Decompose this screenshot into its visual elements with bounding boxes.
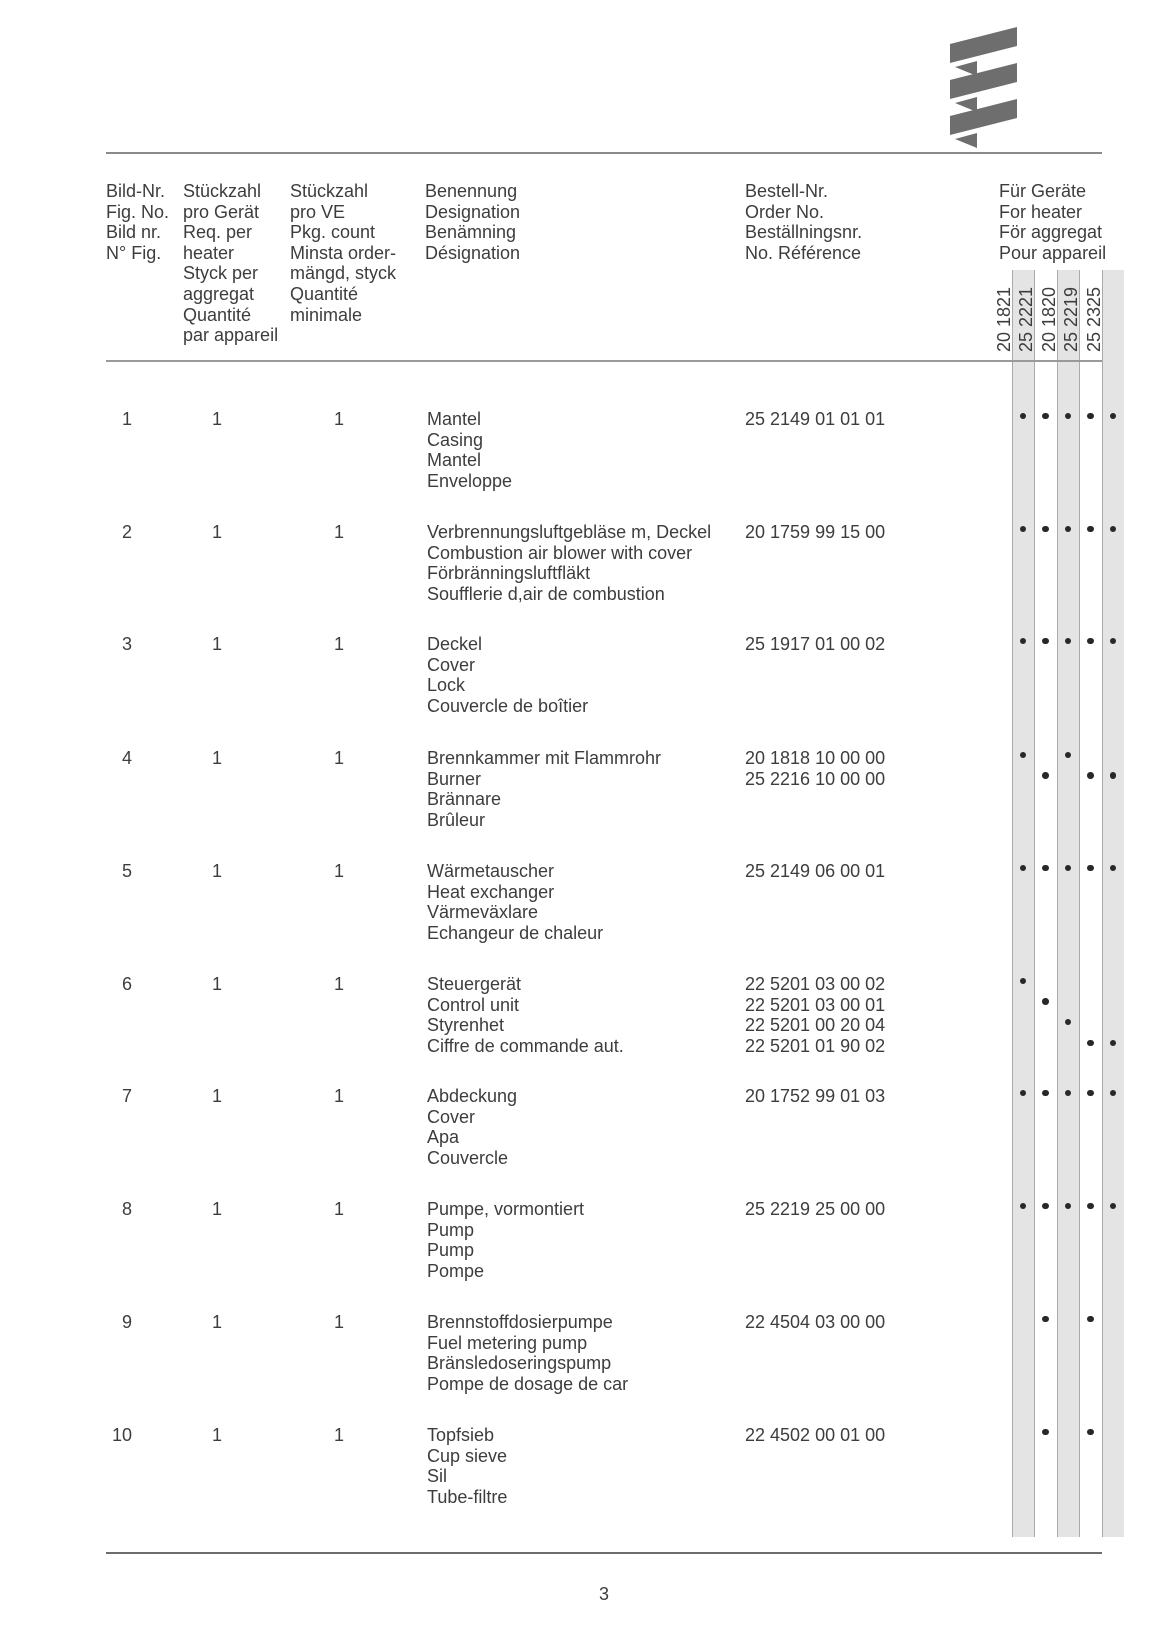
applicability-dot xyxy=(1087,865,1094,872)
designation-line: Brûleur xyxy=(427,809,486,830)
applicability-dot xyxy=(1087,638,1094,645)
applicability-dot xyxy=(1042,998,1049,1005)
designation-line: Apa xyxy=(427,1127,460,1148)
device-code-label: 25 2219 xyxy=(1061,286,1082,352)
order-number: 25 2149 06 00 01 xyxy=(745,861,886,881)
designation-line: Enveloppe xyxy=(427,470,513,491)
qty-per-package: 1 xyxy=(334,634,345,654)
header-line: aggregat xyxy=(183,283,255,304)
designation-lines xyxy=(427,974,624,1056)
designation-line: Abdeckung xyxy=(427,1086,518,1106)
header-line: Stückzahl xyxy=(290,181,369,201)
order-number: 20 1752 99 01 03 xyxy=(745,1086,886,1106)
qty-per-heater: 1 xyxy=(212,1086,223,1106)
designation-line: Couvercle xyxy=(427,1147,509,1168)
qty-per-package: 1 xyxy=(334,409,345,429)
designation-line: Lock xyxy=(427,675,466,696)
qty-per-heater: 1 xyxy=(212,1199,223,1219)
order-number: 22 5201 03 00 01 xyxy=(745,994,886,1015)
applicability-dot xyxy=(1042,638,1049,645)
designation-line: Brennstoffdosierpumpe xyxy=(427,1312,613,1332)
designation-line: Värmeväxlare xyxy=(427,902,539,923)
header-line: Designation xyxy=(425,201,521,222)
designation-line: Förbränningsluftfläkt xyxy=(427,563,591,584)
fig-number: 3 xyxy=(121,634,132,654)
designation-line: Deckel xyxy=(427,634,483,654)
designation-line: Verbrennungsluftgebläse m, Deckel xyxy=(427,522,712,542)
order-number: 22 5201 03 00 02 xyxy=(745,974,886,994)
order-number: 20 1818 10 00 00 xyxy=(745,748,886,768)
header-line: mängd, styck xyxy=(290,263,397,284)
applicability-dot xyxy=(1087,413,1094,420)
header-separator xyxy=(106,360,1102,362)
qty-per-heater: 1 xyxy=(212,748,223,768)
order-number: 22 5201 00 20 04 xyxy=(745,1015,886,1036)
designation-line: Styrenhet xyxy=(427,1015,505,1036)
applicability-dot xyxy=(1087,772,1094,779)
header-line: Fig. No. xyxy=(106,201,170,222)
designation-line: Mantel xyxy=(427,409,482,429)
qty-per-package: 1 xyxy=(334,748,345,768)
designation-line: Bränsledoseringspump xyxy=(427,1353,612,1374)
header-line: No. Référence xyxy=(745,242,862,263)
applicability-dot xyxy=(1042,1090,1049,1097)
order-numbers xyxy=(745,1199,885,1220)
header-line: Benämning xyxy=(425,222,517,243)
bottom-rule xyxy=(106,1552,1102,1554)
fig-number: 5 xyxy=(121,861,132,881)
applicability-dot xyxy=(1110,772,1117,779)
order-numbers xyxy=(745,1425,885,1446)
fig-number: 8 xyxy=(121,1199,132,1219)
designation-line: Couvercle de boîtier xyxy=(427,695,589,716)
fig-number: 6 xyxy=(121,974,132,994)
device-code-label: 25 2325 xyxy=(1083,286,1104,352)
header-line: par appareil xyxy=(183,325,279,346)
designation-line: Cover xyxy=(427,654,476,675)
qty-per-heater: 1 xyxy=(212,974,223,994)
qty-per-heater: 1 xyxy=(212,861,223,881)
header-line: pro Gerät xyxy=(183,201,260,222)
qty-per-heater: 1 xyxy=(212,409,223,429)
qty-per-package: 1 xyxy=(334,974,345,994)
designation-line: Combustion air blower with cover xyxy=(427,542,693,563)
header-line: Pour appareil xyxy=(999,242,1107,263)
order-number: 22 4504 03 00 00 xyxy=(745,1312,886,1332)
fig-number: 1 xyxy=(121,409,132,429)
header-line: Order No. xyxy=(745,201,825,222)
order-number: 22 4502 00 01 00 xyxy=(745,1425,886,1445)
device-stripe xyxy=(1034,270,1056,1537)
header-line: Quantité xyxy=(183,304,252,325)
header-line: pro VE xyxy=(290,201,346,222)
header-line: Désignation xyxy=(425,242,521,263)
eberspaecher-logo xyxy=(950,27,1017,150)
designation-line: Echangeur de chaleur xyxy=(427,922,604,943)
designation-line: Wärmetauscher xyxy=(427,861,555,881)
applicability-dot xyxy=(1042,1429,1049,1436)
designation-line: Pompe de dosage de car xyxy=(427,1373,629,1394)
order-number: 22 5201 01 90 02 xyxy=(745,1035,886,1056)
order-number: 20 1759 99 15 00 xyxy=(745,522,886,542)
applicability-dot xyxy=(1087,1090,1094,1097)
header-order-no xyxy=(745,181,862,263)
header-line: För aggregat xyxy=(999,222,1103,243)
qty-per-package: 1 xyxy=(334,861,345,881)
applicability-dot xyxy=(1087,1429,1094,1436)
designation-lines xyxy=(427,1199,584,1281)
header-line: For heater xyxy=(999,201,1083,222)
applicability-dot xyxy=(1087,526,1094,533)
designation-line: Mantel xyxy=(427,450,482,471)
designation-lines xyxy=(427,1086,517,1168)
header-line: Bild-Nr. xyxy=(106,181,166,201)
fig-number: 9 xyxy=(121,1312,132,1332)
designation-line: Cup sieve xyxy=(427,1445,508,1466)
logo-fold-3 xyxy=(955,133,977,148)
qty-per-package: 1 xyxy=(334,522,345,542)
header-qty-per-pkg xyxy=(290,181,396,325)
applicability-dot xyxy=(1110,1040,1117,1047)
designation-line: Brennkammer mit Flammrohr xyxy=(427,748,662,768)
designation-line: Burner xyxy=(427,768,482,789)
designation-line: Heat exchanger xyxy=(427,881,555,902)
applicability-dot xyxy=(1087,1203,1094,1210)
fig-number: 10 xyxy=(111,1425,132,1445)
qty-per-heater: 1 xyxy=(212,1425,223,1445)
device-code-label: 20 1820 xyxy=(1038,286,1059,352)
order-number: 25 2216 10 00 00 xyxy=(745,768,886,789)
device-stripe xyxy=(1079,270,1101,1537)
qty-per-package: 1 xyxy=(334,1425,345,1445)
device-stripe xyxy=(1012,270,1037,1537)
header-line: Styck per xyxy=(183,263,259,284)
header-line: Beställningsnr. xyxy=(745,222,863,243)
applicability-dot xyxy=(1042,526,1049,533)
designation-lines xyxy=(427,748,661,830)
designation-line: Pump xyxy=(427,1240,475,1261)
page-number: 3 xyxy=(598,1584,609,1604)
order-numbers xyxy=(745,974,885,1056)
applicability-dot xyxy=(1042,1203,1049,1210)
designation-line: Pompe xyxy=(427,1260,485,1281)
fig-number: 2 xyxy=(121,522,132,542)
order-number: 25 2219 25 00 00 xyxy=(745,1199,886,1219)
header-line: Req. per xyxy=(183,222,253,243)
qty-per-heater: 1 xyxy=(212,1312,223,1332)
designation-line: Tube-filtre xyxy=(427,1486,508,1507)
designation-line: Ciffre de commande aut. xyxy=(427,1035,624,1056)
header-fig-no xyxy=(106,181,169,263)
device-code-label: 20 1821 xyxy=(994,286,1014,352)
designation-line: Soufflerie d,air de combustion xyxy=(427,583,665,604)
designation-line: Pump xyxy=(427,1219,475,1240)
header-line: Minsta order- xyxy=(290,242,397,263)
qty-per-heater: 1 xyxy=(212,634,223,654)
header-line: Für Geräte xyxy=(999,181,1087,201)
designation-line: Fuel metering pump xyxy=(427,1332,588,1353)
order-numbers xyxy=(745,409,885,430)
designation-line: Pumpe, vormontiert xyxy=(427,1199,585,1219)
order-numbers xyxy=(745,748,885,789)
device-code-label: 25 2221 xyxy=(1016,286,1037,352)
designation-line: Steuergerät xyxy=(427,974,522,994)
header-line: Bild nr. xyxy=(106,222,162,243)
header-line: Benennung xyxy=(425,181,518,201)
header-qty-per-heater xyxy=(183,181,278,346)
designation-lines xyxy=(427,1425,507,1507)
applicability-dot xyxy=(1042,1316,1049,1323)
order-numbers xyxy=(745,1086,885,1107)
order-numbers xyxy=(745,634,885,655)
header-line: Bestell-Nr. xyxy=(745,181,829,201)
fig-number: 7 xyxy=(121,1086,132,1106)
qty-per-package: 1 xyxy=(334,1086,345,1106)
order-numbers xyxy=(745,1312,885,1333)
header-line: heater xyxy=(183,242,235,263)
designation-line: Topfsieb xyxy=(427,1425,495,1445)
header-line: Pkg. count xyxy=(290,222,376,243)
designation-lines xyxy=(427,1312,628,1394)
designation-line: Control unit xyxy=(427,994,520,1015)
logo-fold-2 xyxy=(955,97,977,112)
applicability-dot xyxy=(1042,413,1049,420)
designation-lines xyxy=(427,634,588,716)
applicability-dot xyxy=(1087,1040,1094,1047)
order-numbers xyxy=(745,861,885,882)
device-stripe xyxy=(1102,270,1124,1537)
top-rule xyxy=(106,152,1102,154)
device-stripe xyxy=(1057,270,1082,1537)
header-designation xyxy=(425,181,520,263)
header-line: N° Fig. xyxy=(106,242,162,263)
applicability-dot xyxy=(1087,1316,1094,1323)
order-number: 25 2149 01 01 01 xyxy=(745,409,886,429)
designation-lines xyxy=(427,861,603,943)
designation-line: Cover xyxy=(427,1106,476,1127)
fig-number: 4 xyxy=(121,748,132,768)
applicability-dot xyxy=(1042,772,1049,779)
designation-line: Sil xyxy=(427,1466,448,1487)
applicability-dot xyxy=(1042,865,1049,872)
header-line: Quantité xyxy=(290,283,359,304)
header-for-heater xyxy=(999,181,1106,263)
logo-fold-1 xyxy=(955,61,977,76)
header-line: Stückzahl xyxy=(183,181,262,201)
order-numbers xyxy=(745,522,885,543)
logo-band-1 xyxy=(950,27,1017,63)
order-number: 25 1917 01 00 02 xyxy=(745,634,886,654)
qty-per-package: 1 xyxy=(334,1312,345,1332)
designation-lines xyxy=(427,409,512,491)
designation-line: Casing xyxy=(427,429,484,450)
designation-line: Brännare xyxy=(427,789,502,810)
header-line: minimale xyxy=(290,304,363,325)
qty-per-heater: 1 xyxy=(212,522,223,542)
qty-per-package: 1 xyxy=(334,1199,345,1219)
designation-lines xyxy=(427,522,711,604)
